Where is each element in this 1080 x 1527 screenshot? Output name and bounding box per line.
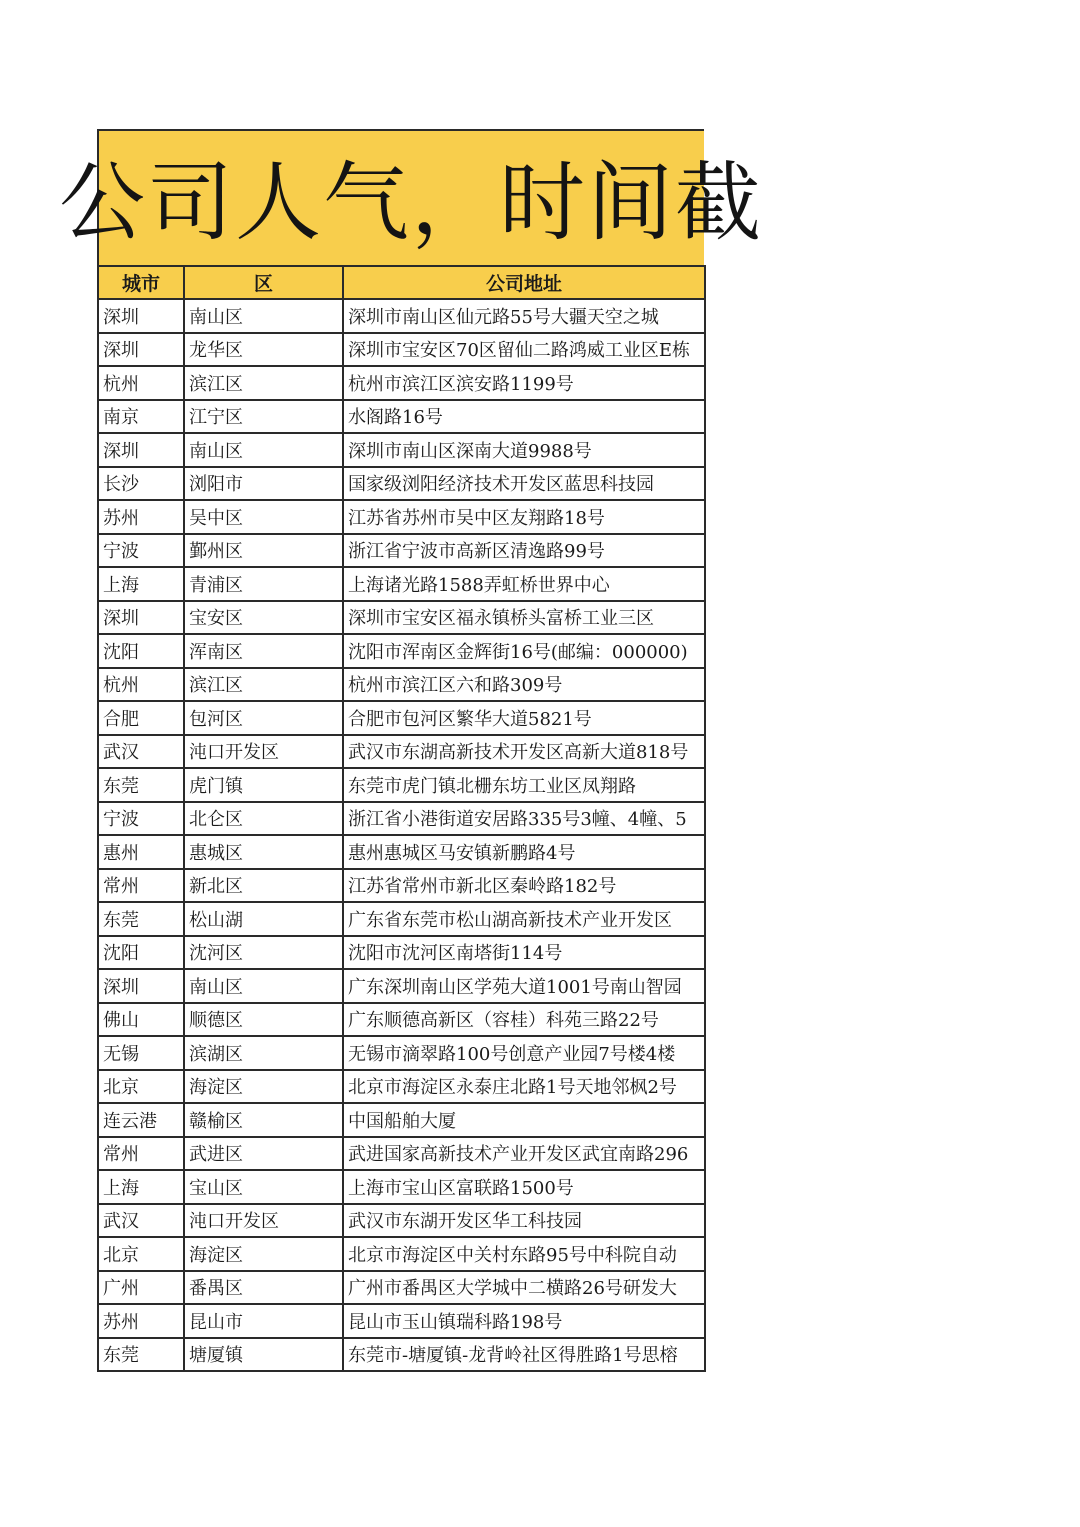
cell-address[interactable]: 广东顺德高新区（容桂）科苑三路22号: [343, 1003, 705, 1037]
company-table: [97, 265, 706, 1372]
cell-city[interactable]: 上海: [98, 1170, 184, 1204]
table-row: [98, 1271, 705, 1305]
cell-address[interactable]: 北京市海淀区中关村东路95号中科院自动: [343, 1237, 705, 1271]
cell-city[interactable]: 佛山: [98, 1003, 184, 1037]
cell-city[interactable]: 北京: [98, 1237, 184, 1271]
cell-city[interactable]: 常州: [98, 869, 184, 903]
table-row: [98, 1003, 705, 1037]
cell-city[interactable]: 深圳: [98, 433, 184, 467]
cell-address[interactable]: 武汉市东湖开发区华工科技园: [343, 1204, 705, 1238]
table-row: [98, 1170, 705, 1204]
cell-city[interactable]: 武汉: [98, 1204, 184, 1238]
cell-address[interactable]: 深圳市南山区深南大道9988号: [343, 433, 705, 467]
table-body: [98, 299, 705, 1371]
cell-district[interactable]: 沈河区: [184, 936, 343, 970]
cell-district[interactable]: 包河区: [184, 701, 343, 735]
sheet-title: 公司人气，时间截: [59, 153, 763, 253]
cell-address[interactable]: 东莞市-塘厦镇-龙背岭社区得胜路1号思榕: [343, 1338, 705, 1372]
table-row: [98, 1237, 705, 1271]
cell-address[interactable]: 沈阳市沈河区南塔街114号: [343, 936, 705, 970]
table-row: [98, 701, 705, 735]
table-row: [98, 601, 705, 635]
table-row: [98, 366, 705, 400]
table-row: [98, 735, 705, 769]
cell-address[interactable]: 深圳市宝安区福永镇桥头富桥工业三区: [343, 601, 705, 635]
cell-address[interactable]: 东莞市虎门镇北栅东坊工业区凤翔路: [343, 768, 705, 802]
cell-district[interactable]: 武进区: [184, 1137, 343, 1171]
cell-city[interactable]: 宁波: [98, 534, 184, 568]
header-address[interactable]: 公司地址: [343, 266, 705, 299]
table-row: [98, 1036, 705, 1070]
table-row: [98, 668, 705, 702]
table-row: [98, 1338, 705, 1372]
cell-address[interactable]: 广东省东莞市松山湖高新技术产业开发区: [343, 902, 705, 936]
cell-district[interactable]: 赣榆区: [184, 1103, 343, 1137]
cell-city[interactable]: 东莞: [98, 1338, 184, 1372]
table-row: [98, 400, 705, 434]
table-row: [98, 1103, 705, 1137]
table-row: [98, 299, 705, 333]
cell-address[interactable]: 杭州市滨江区六和路309号: [343, 668, 705, 702]
cell-city[interactable]: 广州: [98, 1271, 184, 1305]
cell-city[interactable]: 苏州: [98, 500, 184, 534]
cell-city[interactable]: 东莞: [98, 902, 184, 936]
cell-address[interactable]: 广州市番禺区大学城中二横路26号研发大: [343, 1271, 705, 1305]
table-row: [98, 433, 705, 467]
cell-district[interactable]: 滨江区: [184, 366, 343, 400]
table-row: [98, 768, 705, 802]
cell-city[interactable]: 杭州: [98, 366, 184, 400]
cell-district[interactable]: 北仑区: [184, 802, 343, 836]
cell-city[interactable]: 深圳: [98, 601, 184, 635]
cell-district[interactable]: 滨江区: [184, 668, 343, 702]
table-row: [98, 835, 705, 869]
cell-address[interactable]: 浙江省小港街道安居路335号3幢、4幢、5: [343, 802, 705, 836]
header-city[interactable]: 城市: [98, 266, 184, 299]
cell-city[interactable]: 上海: [98, 567, 184, 601]
cell-city[interactable]: 深圳: [98, 299, 184, 333]
cell-address[interactable]: 沈阳市浑南区金辉街16号(邮编：000000): [343, 634, 705, 668]
cell-address[interactable]: 昆山市玉山镇瑞科路198号: [343, 1304, 705, 1338]
cell-address[interactable]: 上海诸光路1588弄虹桥世界中心: [343, 567, 705, 601]
cell-city[interactable]: 常州: [98, 1137, 184, 1171]
cell-district[interactable]: 宝山区: [184, 1170, 343, 1204]
cell-address[interactable]: 无锡市滴翠路100号创意产业园7号楼4楼: [343, 1036, 705, 1070]
table-row: [98, 802, 705, 836]
cell-city[interactable]: 南京: [98, 400, 184, 434]
cell-city[interactable]: 长沙: [98, 467, 184, 501]
cell-address[interactable]: 武汉市东湖高新技术开发区高新大道818号: [343, 735, 705, 769]
cell-address[interactable]: 深圳市南山区仙元路55号大疆天空之城: [343, 299, 705, 333]
cell-address[interactable]: 江苏省苏州市吴中区友翔路18号: [343, 500, 705, 534]
cell-address[interactable]: 江苏省常州市新北区秦岭路182号: [343, 869, 705, 903]
cell-district[interactable]: 顺德区: [184, 1003, 343, 1037]
cell-address[interactable]: 中国船舶大厦: [343, 1103, 705, 1137]
cell-city[interactable]: 武汉: [98, 735, 184, 769]
cell-city[interactable]: 沈阳: [98, 936, 184, 970]
cell-city[interactable]: 惠州: [98, 835, 184, 869]
cell-city[interactable]: 合肥: [98, 701, 184, 735]
table-row: [98, 534, 705, 568]
cell-city[interactable]: 杭州: [98, 668, 184, 702]
cell-district[interactable]: 鄞州区: [184, 534, 343, 568]
cell-address[interactable]: 水阁路16号: [343, 400, 705, 434]
spreadsheet: [59, 129, 763, 1372]
cell-address[interactable]: 浙江省宁波市高新区清逸路99号: [343, 534, 705, 568]
cell-district[interactable]: 海淀区: [184, 1070, 343, 1104]
table-row: [98, 1070, 705, 1104]
cell-address[interactable]: 武进国家高新技术产业开发区武宜南路296: [343, 1137, 705, 1171]
cell-city[interactable]: 深圳: [98, 333, 184, 367]
cell-city[interactable]: 连云港: [98, 1103, 184, 1137]
cell-district[interactable]: 南山区: [184, 433, 343, 467]
cell-city[interactable]: 沈阳: [98, 634, 184, 668]
header-district[interactable]: 区: [184, 266, 343, 299]
table-row: [98, 936, 705, 970]
cell-district[interactable]: 新北区: [184, 869, 343, 903]
cell-address[interactable]: 广东深圳南山区学苑大道1001号南山智园: [343, 969, 705, 1003]
cell-district[interactable]: 塘厦镇: [184, 1338, 343, 1372]
cell-district[interactable]: 吴中区: [184, 500, 343, 534]
cell-address[interactable]: 杭州市滨江区滨安路1199号: [343, 366, 705, 400]
table-row: [98, 467, 705, 501]
cell-address[interactable]: 深圳市宝安区70区留仙二路鸿威工业区E栋: [343, 333, 705, 367]
cell-district[interactable]: 江宁区: [184, 400, 343, 434]
table-row: [98, 567, 705, 601]
cell-district[interactable]: 惠城区: [184, 835, 343, 869]
cell-district[interactable]: 沌口开发区: [184, 1204, 343, 1238]
cell-district[interactable]: 龙华区: [184, 333, 343, 367]
table-row: [98, 869, 705, 903]
cell-district[interactable]: 宝安区: [184, 601, 343, 635]
cell-address[interactable]: 上海市宝山区富联路1500号: [343, 1170, 705, 1204]
cell-district[interactable]: 南山区: [184, 969, 343, 1003]
cell-district[interactable]: 南山区: [184, 299, 343, 333]
cell-address[interactable]: 合肥市包河区繁华大道5821号: [343, 701, 705, 735]
cell-district[interactable]: 沌口开发区: [184, 735, 343, 769]
cell-address[interactable]: 北京市海淀区永泰庄北路1号天地邻枫2号: [343, 1070, 705, 1104]
table-row: [98, 969, 705, 1003]
cell-city[interactable]: 东莞: [98, 768, 184, 802]
cell-district[interactable]: 松山湖: [184, 902, 343, 936]
cell-city[interactable]: 北京: [98, 1070, 184, 1104]
cell-address[interactable]: 国家级浏阳经济技术开发区蓝思科技园: [343, 467, 705, 501]
cell-district[interactable]: 虎门镇: [184, 768, 343, 802]
table-row: [98, 902, 705, 936]
cell-district[interactable]: 青浦区: [184, 567, 343, 601]
cell-city[interactable]: 无锡: [98, 1036, 184, 1070]
table-row: [98, 333, 705, 367]
cell-city[interactable]: 深圳: [98, 969, 184, 1003]
cell-district[interactable]: 海淀区: [184, 1237, 343, 1271]
cell-district[interactable]: 番禺区: [184, 1271, 343, 1305]
cell-district[interactable]: 浏阳市: [184, 467, 343, 501]
cell-city[interactable]: 宁波: [98, 802, 184, 836]
table-row: [98, 500, 705, 534]
table-row: [98, 1137, 705, 1171]
cell-district[interactable]: 昆山市: [184, 1304, 343, 1338]
cell-district[interactable]: 浑南区: [184, 634, 343, 668]
cell-address[interactable]: 惠州惠城区马安镇新鹏路4号: [343, 835, 705, 869]
table-row: [98, 1204, 705, 1238]
title-band: [59, 129, 763, 265]
cell-district[interactable]: 滨湖区: [184, 1036, 343, 1070]
table-row: [98, 634, 705, 668]
cell-city[interactable]: 苏州: [98, 1304, 184, 1338]
table-row: [98, 1304, 705, 1338]
